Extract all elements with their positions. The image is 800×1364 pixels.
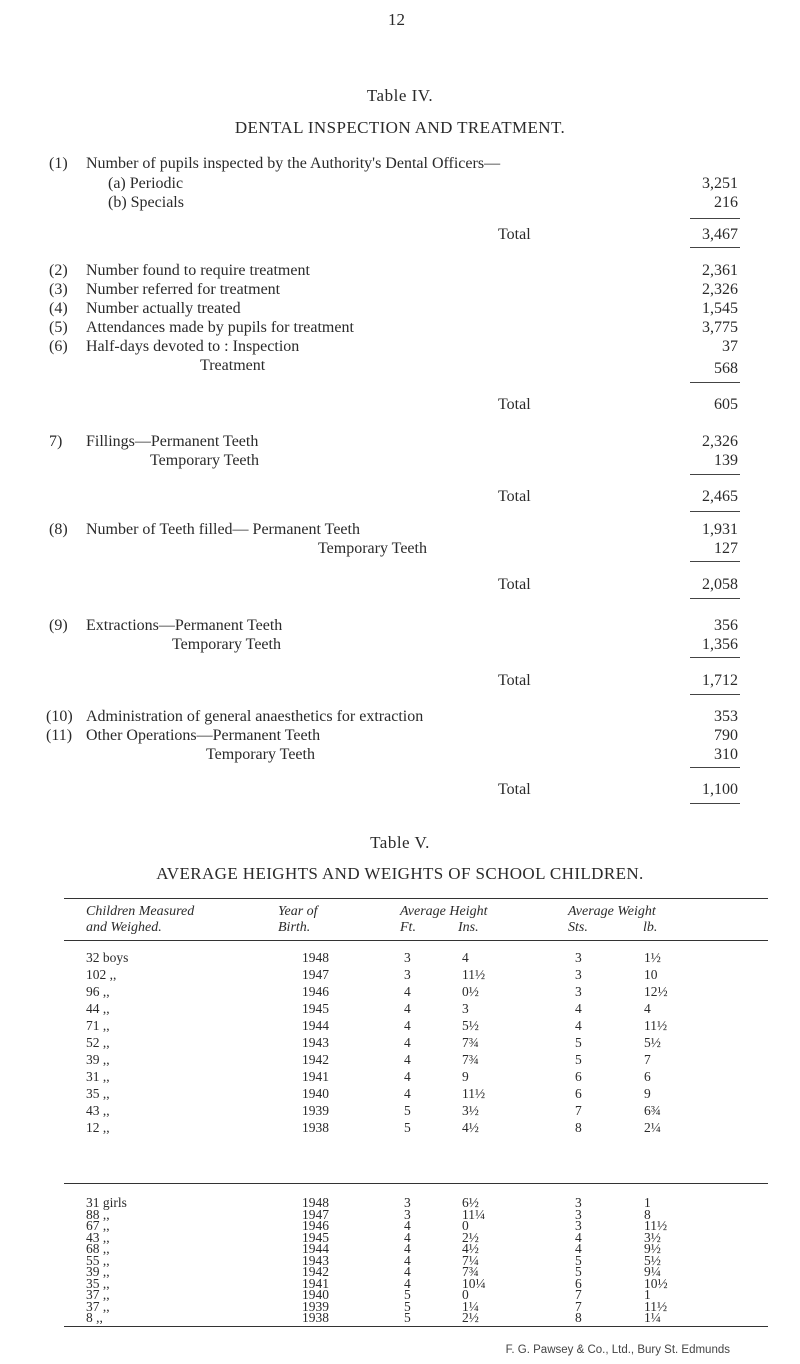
weight-lb: 7 bbox=[644, 1052, 651, 1067]
height-ins: 0 bbox=[462, 1218, 469, 1233]
birth-year: 1945 bbox=[302, 1001, 329, 1016]
height-ft: 4 bbox=[404, 1018, 411, 1033]
weight-sts: 3 bbox=[575, 1206, 582, 1222]
item-number: (11) bbox=[46, 727, 73, 744]
weight-sts: 6 bbox=[575, 1086, 582, 1101]
value: 356 bbox=[714, 617, 738, 634]
value: 353 bbox=[714, 708, 738, 725]
height-ins: 0 bbox=[462, 1287, 469, 1302]
height-ins: 3½ bbox=[462, 1103, 479, 1118]
value: 2,326 bbox=[702, 433, 738, 450]
weight-lb: 4 bbox=[644, 1001, 651, 1016]
height-ins: 5½ bbox=[462, 1018, 479, 1033]
children-count: 31 girls bbox=[86, 1195, 127, 1210]
weight-lb: 1 bbox=[644, 1195, 651, 1210]
height-ft: 4 bbox=[404, 1252, 411, 1268]
height-ft: 4 bbox=[404, 1229, 411, 1245]
value: 139 bbox=[714, 452, 738, 469]
weight-sts: 3 bbox=[575, 1195, 582, 1210]
height-ft: 4 bbox=[404, 1001, 411, 1016]
weight-sts: 3 bbox=[575, 967, 582, 982]
weight-lb: 10 bbox=[644, 967, 658, 982]
children-count: 39 ,, bbox=[86, 1264, 110, 1279]
height-ft: 3 bbox=[404, 1195, 411, 1210]
item-number: (2) bbox=[49, 262, 68, 279]
weight-sts: 5 bbox=[575, 1252, 582, 1268]
column-header: Average Height bbox=[400, 904, 488, 919]
height-ins: 9 bbox=[462, 1069, 469, 1084]
height-ft: 4 bbox=[404, 1241, 411, 1256]
children-count: 102 ,, bbox=[86, 967, 117, 982]
total-label: Total bbox=[498, 576, 531, 593]
birth-year: 1948 bbox=[302, 1195, 329, 1210]
weight-sts: 6 bbox=[575, 1275, 582, 1291]
column-header: Sts. bbox=[568, 920, 588, 935]
column-header: lb. bbox=[643, 920, 658, 935]
table4-subtitle: DENTAL INSPECTION AND TREATMENT. bbox=[234, 118, 566, 137]
weight-sts: 5 bbox=[575, 1052, 582, 1067]
children-count: 12 ,, bbox=[86, 1120, 110, 1135]
weight-sts: 3 bbox=[575, 1218, 582, 1233]
weight-lb: 9 bbox=[644, 1086, 651, 1101]
total-value: 1,712 bbox=[702, 672, 738, 689]
item-label: Attendances made by pupils for treatment bbox=[86, 319, 354, 336]
item-number: (4) bbox=[49, 300, 68, 317]
children-count: 68 ,, bbox=[86, 1241, 110, 1256]
birth-year: 1938 bbox=[302, 1310, 329, 1325]
weight-sts: 4 bbox=[575, 1001, 582, 1016]
item-number: (5) bbox=[49, 319, 68, 336]
table5-title: Table V. bbox=[370, 833, 430, 852]
weight-lb: 1¼ bbox=[644, 1310, 661, 1325]
birth-year: 1944 bbox=[302, 1018, 329, 1033]
children-count: 31 ,, bbox=[86, 1069, 110, 1084]
children-count: 88 ,, bbox=[86, 1206, 110, 1222]
birth-year: 1938 bbox=[302, 1120, 329, 1135]
weight-lb: 6 bbox=[644, 1069, 651, 1084]
weight-sts: 8 bbox=[575, 1310, 582, 1325]
item-label: Administration of general anaesthetics for extraction bbox=[86, 708, 424, 725]
value: 790 bbox=[714, 727, 738, 744]
height-ins: 4½ bbox=[462, 1241, 479, 1256]
printer-imprint: F. G. Pawsey & Co., Ltd., Bury St. Edmunds bbox=[505, 1344, 730, 1356]
children-count: 52 ,, bbox=[86, 1035, 110, 1050]
height-ins: 2½ bbox=[462, 1229, 479, 1245]
table5-subtitle: AVERAGE HEIGHTS AND WEIGHTS OF SCHOOL CHILDREN. bbox=[156, 864, 644, 883]
height-ins: 7¾ bbox=[462, 1264, 479, 1279]
weight-lb: 8 bbox=[644, 1206, 651, 1222]
item-label: Number actually treated bbox=[86, 300, 241, 317]
height-ft: 4 bbox=[404, 1218, 411, 1233]
height-ins: 2½ bbox=[462, 1310, 479, 1325]
value: 1,545 bbox=[702, 300, 738, 317]
children-count: 44 ,, bbox=[86, 1001, 110, 1016]
item-label: Number of Teeth filled— Permanent Teeth bbox=[86, 521, 360, 538]
height-ins: 4 bbox=[462, 950, 469, 965]
height-ft: 5 bbox=[404, 1298, 411, 1314]
height-ft: 5 bbox=[404, 1287, 411, 1302]
height-ft: 3 bbox=[404, 967, 411, 982]
column-header: Ft. bbox=[400, 920, 416, 935]
height-ft: 4 bbox=[404, 1035, 411, 1050]
item-label: Extractions—Permanent Teeth bbox=[86, 617, 283, 634]
children-count: 43 ,, bbox=[86, 1229, 110, 1245]
item-label: Fillings—Permanent Teeth bbox=[86, 433, 259, 450]
item-label: Number found to require treatment bbox=[86, 262, 310, 279]
height-ft: 4 bbox=[404, 1086, 411, 1101]
total-label: Total bbox=[498, 781, 531, 798]
weight-lb: 6¾ bbox=[644, 1103, 661, 1118]
children-count: 35 ,, bbox=[86, 1086, 110, 1101]
birth-year: 1943 bbox=[302, 1252, 329, 1268]
item-label: Number of pupils inspected by the Authority's Dental Officers— bbox=[86, 155, 501, 172]
height-ins: 7¼ bbox=[462, 1252, 479, 1268]
item-number: (10) bbox=[46, 708, 73, 725]
weight-sts: 3 bbox=[575, 984, 582, 999]
birth-year: 1941 bbox=[302, 1275, 329, 1291]
weight-sts: 8 bbox=[575, 1120, 582, 1135]
weight-sts: 5 bbox=[575, 1264, 582, 1279]
weight-sts: 3 bbox=[575, 950, 582, 965]
item-number: (1) bbox=[49, 155, 68, 172]
column-header: and Weighed. bbox=[86, 920, 162, 935]
weight-lb: 5½ bbox=[644, 1035, 661, 1050]
total-label: Total bbox=[498, 226, 531, 243]
weight-sts: 4 bbox=[575, 1229, 582, 1245]
weight-lb: 1½ bbox=[644, 950, 661, 965]
weight-sts: 6 bbox=[575, 1069, 582, 1084]
sub-item-label: (b) Specials bbox=[108, 194, 184, 211]
birth-year: 1947 bbox=[302, 1206, 329, 1222]
value: 3,251 bbox=[702, 175, 738, 192]
height-ins: 6½ bbox=[462, 1195, 479, 1210]
children-count: 32 boys bbox=[86, 950, 129, 965]
weight-lb: 9½ bbox=[644, 1241, 661, 1256]
total-label: Total bbox=[498, 672, 531, 689]
children-count: 39 ,, bbox=[86, 1052, 110, 1067]
birth-year: 1939 bbox=[302, 1103, 329, 1118]
weight-lb: 9¼ bbox=[644, 1264, 661, 1279]
value: 127 bbox=[714, 540, 738, 557]
weight-lb: 11½ bbox=[644, 1018, 668, 1033]
total-label: Total bbox=[498, 396, 531, 413]
height-ins: 11½ bbox=[462, 967, 486, 982]
birth-year: 1940 bbox=[302, 1086, 329, 1101]
birth-year: 1941 bbox=[302, 1069, 329, 1084]
value: 37 bbox=[722, 338, 738, 355]
weight-sts: 7 bbox=[575, 1287, 582, 1302]
item-label: Temporary Teeth bbox=[318, 540, 427, 557]
birth-year: 1944 bbox=[302, 1241, 329, 1256]
column-header: Average Weight bbox=[568, 904, 656, 919]
item-label: Treatment bbox=[200, 357, 266, 374]
column-header: Ins. bbox=[458, 920, 479, 935]
column-header: Year of bbox=[278, 904, 318, 919]
birth-year: 1947 bbox=[302, 967, 329, 982]
value: 2,326 bbox=[702, 281, 738, 298]
total-value: 1,100 bbox=[702, 781, 738, 798]
height-ft: 4 bbox=[404, 1052, 411, 1067]
birth-year: 1948 bbox=[302, 950, 329, 965]
weight-sts: 4 bbox=[575, 1018, 582, 1033]
children-count: 35 ,, bbox=[86, 1275, 110, 1291]
height-ins: 3 bbox=[462, 1001, 469, 1016]
birth-year: 1946 bbox=[302, 984, 329, 999]
column-header: Birth. bbox=[278, 920, 311, 935]
total-value: 2,465 bbox=[702, 488, 738, 505]
item-label: Other Operations—Permanent Teeth bbox=[86, 727, 321, 744]
weight-lb: 5½ bbox=[644, 1252, 661, 1268]
height-ft: 4 bbox=[404, 984, 411, 999]
page-number: 12 bbox=[388, 10, 405, 29]
item-label: Temporary Teeth bbox=[150, 452, 259, 469]
children-count: 37 ,, bbox=[86, 1287, 110, 1302]
height-ft: 4 bbox=[404, 1264, 411, 1279]
children-count: 67 ,, bbox=[86, 1218, 110, 1233]
birth-year: 1940 bbox=[302, 1287, 329, 1302]
height-ft: 5 bbox=[404, 1120, 411, 1135]
weight-lb: 12½ bbox=[644, 984, 668, 999]
children-count: 8 ,, bbox=[86, 1310, 103, 1325]
height-ft: 5 bbox=[404, 1310, 411, 1325]
weight-sts: 7 bbox=[575, 1298, 582, 1314]
height-ins: 7¾ bbox=[462, 1035, 479, 1050]
item-label: Half-days devoted to : Inspection bbox=[86, 338, 300, 355]
children-count: 71 ,, bbox=[86, 1018, 110, 1033]
total-value: 605 bbox=[714, 396, 738, 413]
height-ins: 11½ bbox=[462, 1086, 486, 1101]
value: 2,361 bbox=[702, 262, 738, 279]
item-label: Number referred for treatment bbox=[86, 281, 281, 298]
item-number: (6) bbox=[49, 338, 68, 355]
value: 310 bbox=[714, 746, 738, 763]
total-value: 2,058 bbox=[702, 576, 738, 593]
item-number: (8) bbox=[49, 521, 68, 538]
value: 1,931 bbox=[702, 521, 738, 538]
height-ft: 3 bbox=[404, 950, 411, 965]
value: 3,775 bbox=[702, 319, 738, 336]
height-ft: 4 bbox=[404, 1275, 411, 1291]
item-number: 7) bbox=[49, 433, 63, 450]
height-ins: 4½ bbox=[462, 1120, 479, 1135]
total-value: 3,467 bbox=[702, 226, 738, 243]
sub-item-label: (a) Periodic bbox=[108, 175, 184, 192]
weight-lb: 2¼ bbox=[644, 1120, 661, 1135]
birth-year: 1939 bbox=[302, 1298, 329, 1314]
item-label: Temporary Teeth bbox=[172, 636, 281, 653]
item-number: (9) bbox=[49, 617, 68, 634]
children-count: 37 ,, bbox=[86, 1298, 110, 1314]
birth-year: 1942 bbox=[302, 1052, 329, 1067]
height-ft: 5 bbox=[404, 1103, 411, 1118]
weight-lb: 1 bbox=[644, 1287, 651, 1302]
children-count: 96 ,, bbox=[86, 984, 110, 999]
column-header: Children Measured bbox=[86, 904, 195, 919]
height-ins: 7¾ bbox=[462, 1052, 479, 1067]
table4-title: Table IV. bbox=[366, 86, 434, 105]
item-label: Temporary Teeth bbox=[206, 746, 315, 763]
weight-sts: 5 bbox=[575, 1035, 582, 1050]
weight-lb: 11½ bbox=[644, 1218, 668, 1233]
birth-year: 1945 bbox=[302, 1229, 329, 1245]
weight-sts: 7 bbox=[575, 1103, 582, 1118]
height-ins: 10¼ bbox=[462, 1275, 486, 1291]
height-ins: 1¼ bbox=[462, 1298, 479, 1314]
value: 1,356 bbox=[702, 636, 738, 653]
birth-year: 1943 bbox=[302, 1035, 329, 1050]
birth-year: 1946 bbox=[302, 1218, 329, 1233]
weight-lb: 10½ bbox=[644, 1275, 668, 1291]
item-number: (3) bbox=[49, 281, 68, 298]
weight-lb: 3½ bbox=[644, 1229, 661, 1245]
height-ins: 0½ bbox=[462, 984, 479, 999]
children-count: 43 ,, bbox=[86, 1103, 110, 1118]
weight-sts: 4 bbox=[575, 1241, 582, 1256]
total-label: Total bbox=[498, 488, 531, 505]
weight-lb: 11½ bbox=[644, 1298, 668, 1314]
value: 568 bbox=[714, 360, 738, 377]
birth-year: 1942 bbox=[302, 1264, 329, 1279]
value: 216 bbox=[714, 194, 738, 211]
height-ins: 11¼ bbox=[462, 1206, 486, 1222]
children-count: 55 ,, bbox=[86, 1252, 110, 1268]
height-ft: 4 bbox=[404, 1069, 411, 1084]
height-ft: 3 bbox=[404, 1206, 411, 1222]
